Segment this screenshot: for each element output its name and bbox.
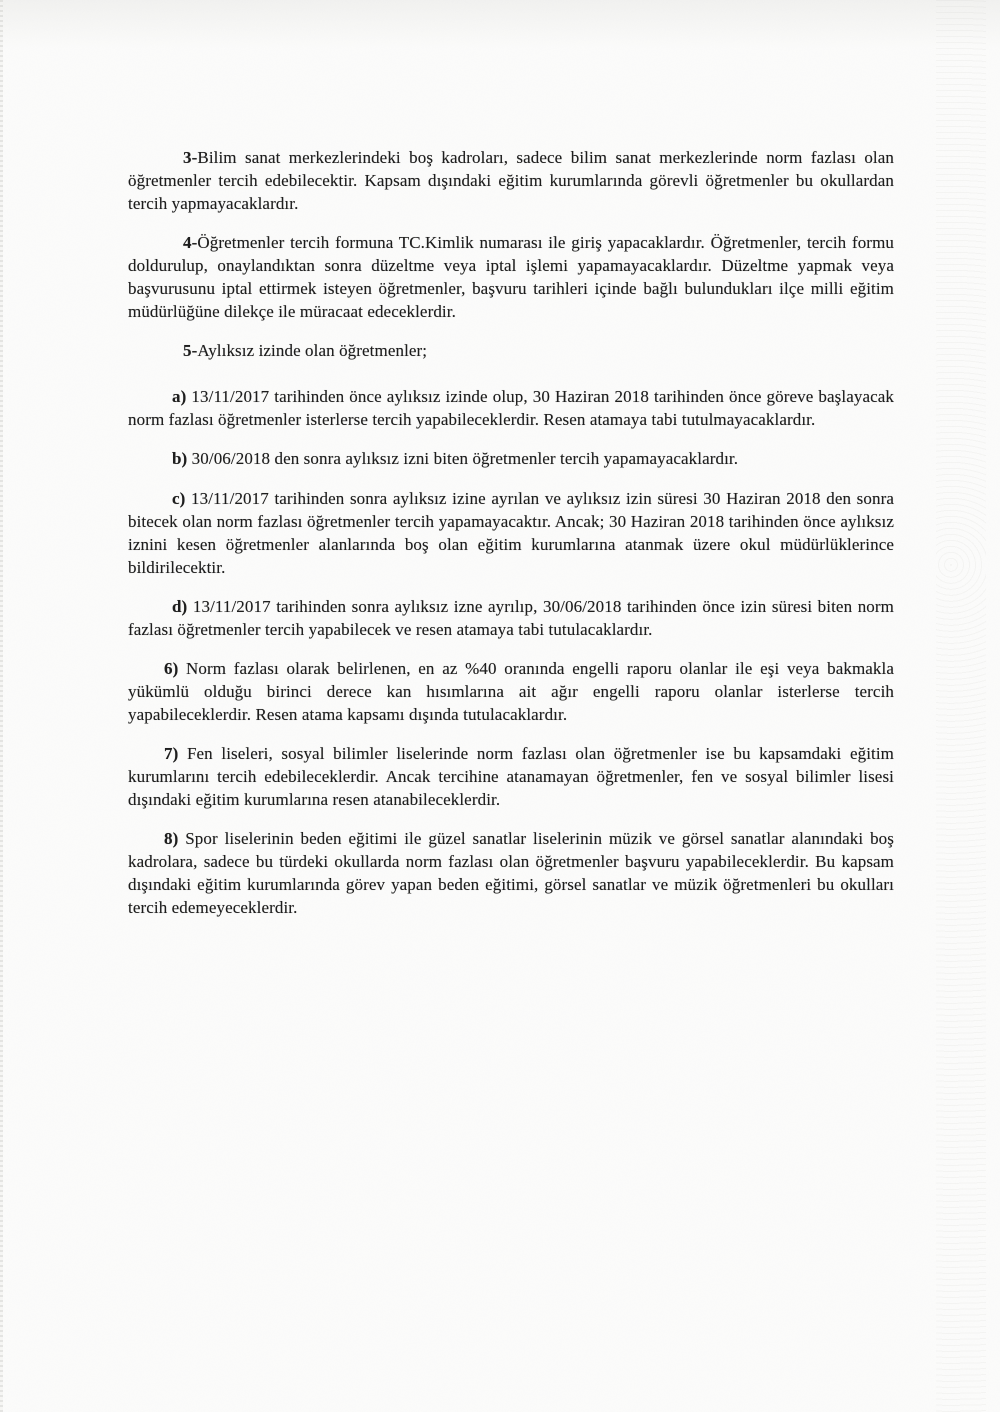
paragraph-item-8 bbox=[128, 827, 894, 919]
subitem-text: 13/11/2017 tarihinden önce aylıksız izinde olup, 30 Haziran 2018 tarihinden önce göreve başlayacak norm fazlası öğretmenler isterlerse tercih yapabileceklerdir. Resen atamaya tabi tutulmayacaklardır. bbox=[128, 387, 894, 429]
subitem-label: d) bbox=[172, 597, 188, 616]
subitem-label: a) bbox=[172, 387, 187, 406]
paragraph-text: Bilim sanat merkezlerindeki boş kadroları, sadece bilim sanat merkezlerinde norm fazlası olan öğretmenler tercih edebilecektir. Kapsam dışındaki eğitim kurumlarında görevli öğretmenler bu okullardan tercih yapmayacaklardır. bbox=[128, 148, 894, 213]
paragraph-text: Aylıksız izinde olan öğretmenler; bbox=[197, 341, 428, 360]
scan-right-speckle bbox=[936, 0, 986, 1412]
subitem-text: 13/11/2017 tarihinden sonra aylıksız izine ayrılan ve aylıksız izin süresi 30 Haziran 2018 den sonra bitecek olan norm fazlası öğretmenler tercih yapamayacaktır. Ancak; 30 Haziran 2018 tarihinden önce aylıksız iznini kesen öğretmenler alanlarında boş olan eğitim kurumlarına atanmak üzere okul müdürlüklerince bildirilecektir. bbox=[128, 489, 894, 577]
paragraph-label: 3- bbox=[183, 148, 198, 167]
paragraph-text: Fen liseleri, sosyal bilimler liselerinde norm fazlası olan öğretmenler ise bu kapsamdaki eğitim kurumlarını tercih edebileceklerdir. Ancak tercihine atanamayan öğretmenler, fen ve sosyal bilimler lisesi dışındaki eğitim kurumlarına resen atanabileceklerdir. bbox=[128, 744, 894, 809]
subitem-c bbox=[128, 487, 894, 579]
paragraph-gap bbox=[128, 378, 894, 385]
subitem-text: 13/11/2017 tarihinden sonra aylıksız izne ayrılıp, 30/06/2018 tarihinden önce izin süresi biten norm fazlası öğretmenler tercih yapabilecek ve resen atamaya tabi tutulacaklardır. bbox=[128, 597, 894, 639]
document-body bbox=[128, 146, 894, 935]
subitem-label: c) bbox=[172, 489, 186, 508]
paragraph-label: 7) bbox=[164, 744, 179, 763]
paragraph-text: Öğretmenler tercih formuna TC.Kimlik numarası ile giriş yapacaklardır. Öğretmenler, tercih formu doldurulup, onaylandıktan sonra düzeltme veya iptal işlemi yapamayacaklardır. Düzeltme yapmak veya başvurusunu iptal ettirmek isteyen öğretmenler, başvuru tarihleri içinde bağlı bulundukları ilçe milli eğitim müdürlüğüne dilekçe ile müracaat edeceklerdir. bbox=[128, 233, 894, 321]
paragraph-item-5 bbox=[128, 339, 894, 362]
subitem-a bbox=[128, 385, 894, 431]
paragraph-item-3 bbox=[128, 146, 894, 215]
subitem-text: 30/06/2018 den sonra aylıksız izni biten öğretmenler tercih yapamayacaklardır. bbox=[187, 449, 739, 468]
subitem-label: b) bbox=[172, 449, 188, 468]
paragraph-text: Spor liselerinin beden eğitimi ile güzel sanatlar liselerinin müzik ve görsel sanatlar alanındaki boş kadrolara, sadece bu türdeki okullarda norm fazlası olan öğretmenler başvuru yapabileceklerdir. Bu kapsam dışındaki eğitim kurumlarında görev yapan beden eğitimi, görsel sanatlar ve müzik öğretmenleri bu okulları tercih edemeyeceklerdir. bbox=[128, 829, 894, 917]
paragraph-item-7 bbox=[128, 742, 894, 811]
paragraph-label: 6) bbox=[164, 659, 179, 678]
paragraph-text: Norm fazlası olarak belirlenen, en az %40 oranında engelli raporu olanlar ile eşi veya bakmakla yükümlü olduğu birinci derece kan hısımlarına ait ağır engelli raporu olanlar isterlerse tercih yapabileceklerdir. Resen atama kapsamı dışında tutulacaklardır. bbox=[128, 659, 894, 724]
scan-top-artifact bbox=[0, 0, 1000, 48]
paragraph-label: 8) bbox=[164, 829, 179, 848]
paragraph-label: 4- bbox=[183, 233, 198, 252]
subitem-b bbox=[128, 447, 894, 470]
paragraph-item-4 bbox=[128, 231, 894, 323]
paragraph-label: 5- bbox=[183, 341, 198, 360]
paragraph-item-6 bbox=[128, 657, 894, 726]
scan-left-edge-artifact bbox=[0, 0, 3, 1412]
subitem-d bbox=[128, 595, 894, 641]
